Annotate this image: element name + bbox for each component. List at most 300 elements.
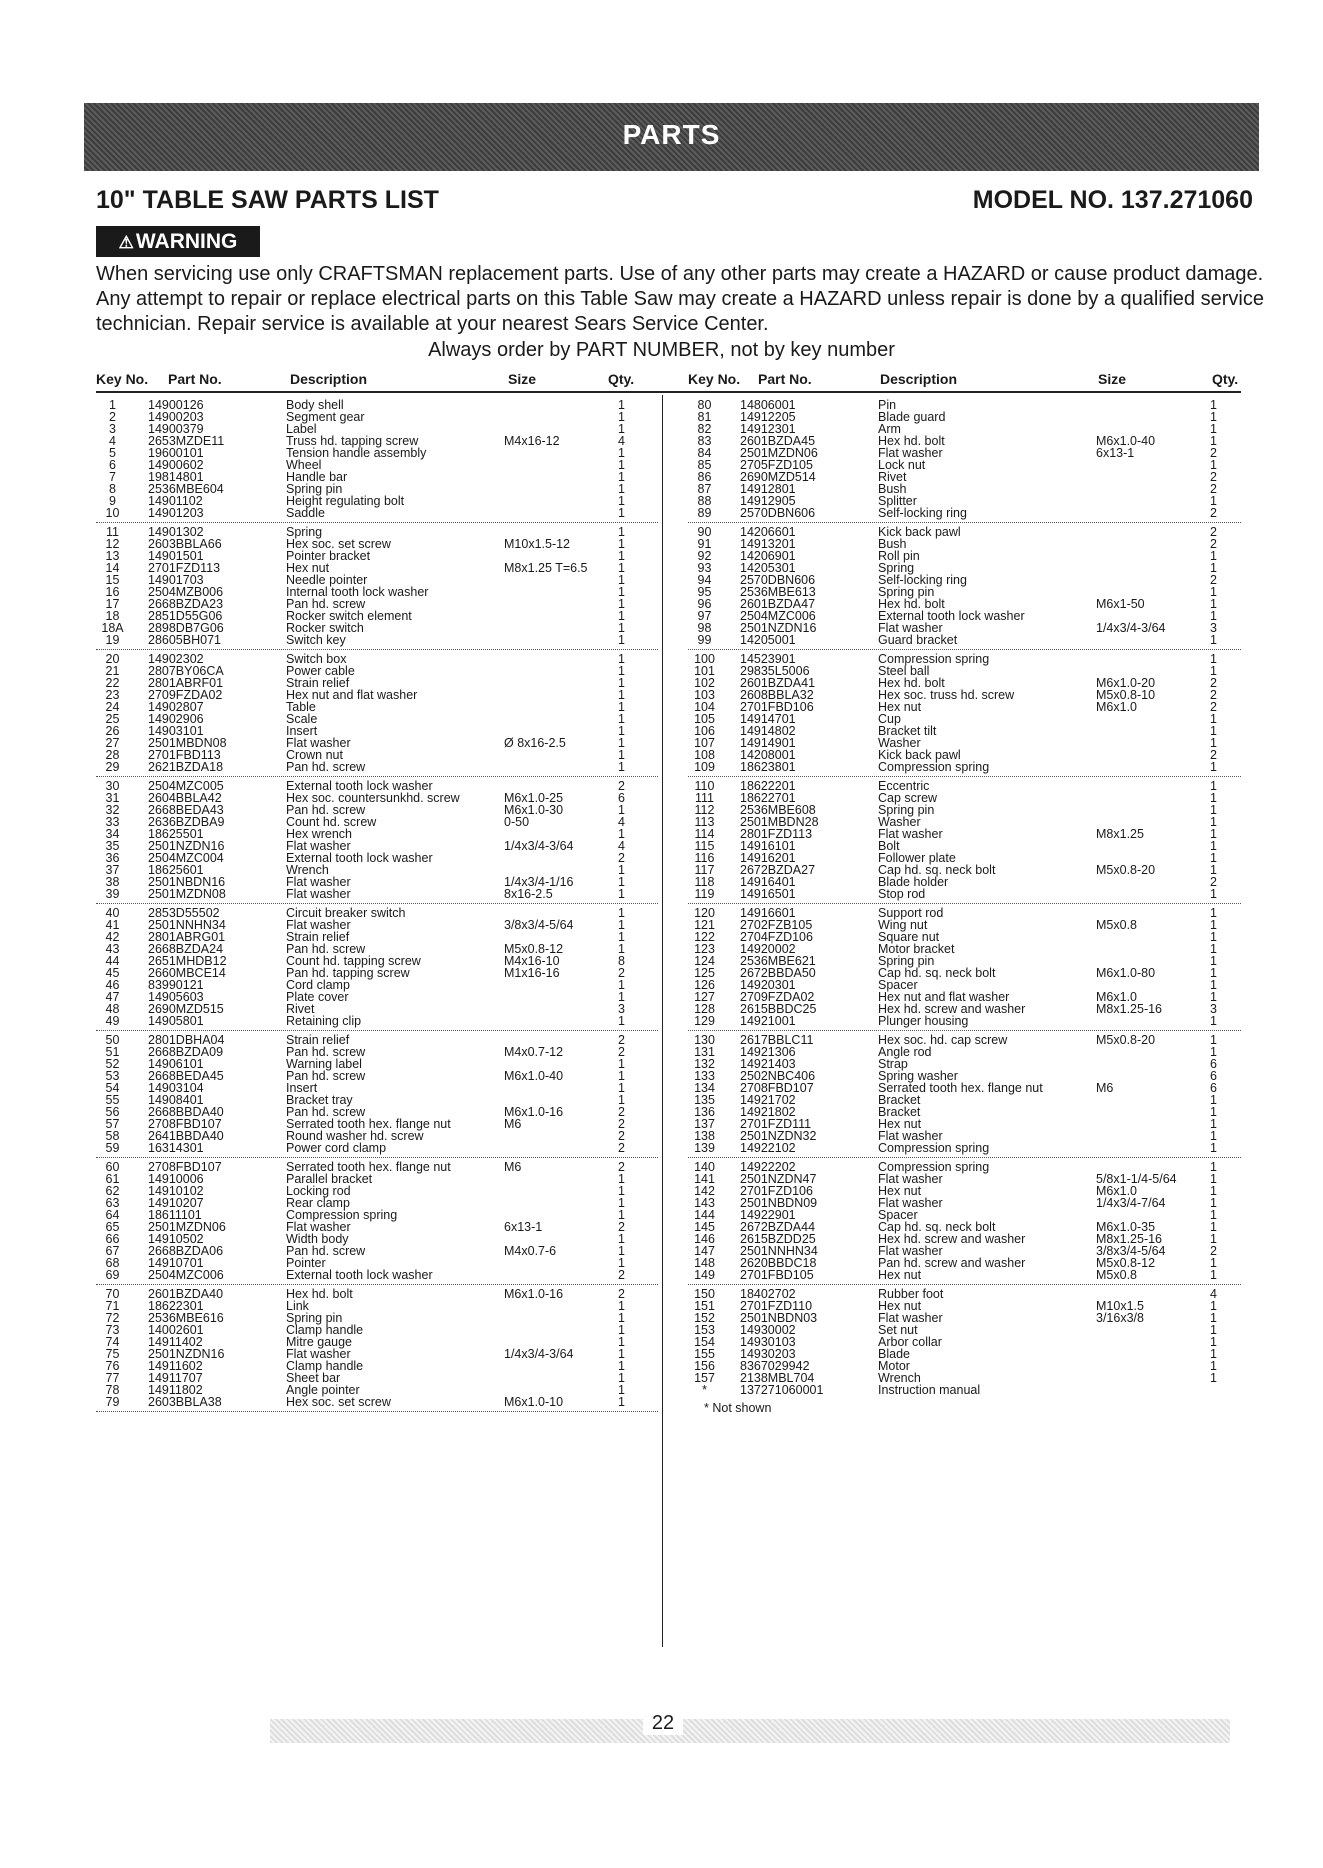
cell-qty: 1 <box>618 700 625 714</box>
cell-part-no: 14922102 <box>740 1141 796 1155</box>
cell-qty: 2 <box>618 1287 625 1301</box>
cell-description: Plate cover <box>286 990 349 1004</box>
cell-description: Cup <box>878 712 901 726</box>
cell-part-no: 2708FBD107 <box>148 1117 222 1131</box>
cell-qty: 2 <box>618 966 625 980</box>
cell-description: Set nut <box>878 1323 918 1337</box>
cell-key-no: 94 <box>697 573 712 587</box>
cell-description: Handle bar <box>286 470 348 484</box>
cell-description: Spring pin <box>286 482 343 496</box>
cell-part-no: 83990121 <box>148 978 204 992</box>
cell-part-no: 2501NZDN16 <box>148 839 225 853</box>
cell-part-no: 2668BBDA40 <box>148 1105 224 1119</box>
cell-part-no: 2709FZDA02 <box>148 688 223 702</box>
cell-part-no: 14930103 <box>740 1335 796 1349</box>
cell-part-no: 14916201 <box>740 851 796 865</box>
cell-description: Switch key <box>286 633 346 647</box>
cell-part-no: 2601BZDA47 <box>740 597 816 611</box>
cell-part-no: 2536MBE616 <box>148 1311 224 1325</box>
cell-qty: 1 <box>618 1347 625 1361</box>
cell-part-no: 14901703 <box>148 573 204 587</box>
cell-description: Pan hd. screw <box>286 1045 366 1059</box>
cell-description: Arbor collar <box>878 1335 942 1349</box>
cell-description: Arm <box>878 422 901 436</box>
cell-part-no: 19600101 <box>148 446 204 460</box>
cell-qty: 2 <box>1210 525 1217 539</box>
cell-qty: 1 <box>1210 1172 1217 1186</box>
cell-key-no: 153 <box>694 1323 715 1337</box>
cell-part-no: 2690MZD515 <box>148 1002 224 1016</box>
cell-part-no: 2501NBDN16 <box>148 875 226 889</box>
cell-description: External tooth lock washer <box>286 1268 433 1282</box>
cell-description: Flat washer <box>878 446 943 460</box>
cell-part-no: 14914701 <box>740 712 796 726</box>
cell-key-no: 112 <box>694 803 715 817</box>
cell-description: Compression spring <box>878 1141 990 1155</box>
cell-part-no: 14916601 <box>740 906 796 920</box>
cell-part-no: 2701FZD111 <box>740 1117 812 1131</box>
cell-qty: 1 <box>1210 1105 1217 1119</box>
cell-part-no: 2501MBDN08 <box>148 736 227 750</box>
cell-part-no: 2801ABRF01 <box>148 676 224 690</box>
cell-qty: 2 <box>1210 506 1217 520</box>
cell-description: Insert <box>286 1081 318 1095</box>
cell-key-no: 96 <box>697 597 712 611</box>
table-row <box>688 1015 1241 1027</box>
cell-description: Flat washer <box>286 918 351 932</box>
cell-key-no: 86 <box>697 470 712 484</box>
cell-key-no: 29 <box>105 760 120 774</box>
cell-part-no: 2702FZB105 <box>740 918 813 932</box>
cell-qty: 1 <box>618 1371 625 1385</box>
cell-qty: 2 <box>1210 573 1217 587</box>
cell-key-no: 38 <box>105 875 120 889</box>
cell-qty: 1 <box>1210 906 1217 920</box>
cell-qty: 1 <box>618 1014 625 1028</box>
cell-key-no: 84 <box>697 446 712 460</box>
cell-part-no: 2653MZDE11 <box>148 434 225 448</box>
cell-key-no: 25 <box>105 712 120 726</box>
cell-part-no: 2603BBLA66 <box>148 537 222 551</box>
cell-description: Link <box>286 1299 309 1313</box>
cell-part-no: 2807BY06CA <box>148 664 224 678</box>
cell-description: Round washer hd. screw <box>286 1129 424 1143</box>
cell-qty: 1 <box>1210 918 1217 932</box>
cell-key-no: 125 <box>694 966 715 980</box>
cell-key-no: 51 <box>105 1045 120 1059</box>
cell-description: Pan hd. screw <box>286 1069 366 1083</box>
cell-size: M6 <box>1096 1081 1114 1095</box>
cell-description: Cap screw <box>878 791 938 805</box>
cell-part-no: 2603BBLA38 <box>148 1395 222 1409</box>
cell-size: M4x16-10 <box>504 954 560 968</box>
cell-description: Self-locking ring <box>878 506 967 520</box>
cell-qty: 1 <box>1210 1117 1217 1131</box>
cell-description: Stop rod <box>878 887 926 901</box>
cell-key-no: 144 <box>694 1208 715 1222</box>
cell-description: Hex nut <box>878 1299 922 1313</box>
cell-key-no: 1 <box>109 398 116 412</box>
cell-key-no: 30 <box>105 779 120 793</box>
cell-key-no: 15 <box>105 573 120 587</box>
cell-part-no: 2536MBE604 <box>148 482 224 496</box>
cell-description: Spring pin <box>878 954 935 968</box>
cell-key-no: 37 <box>105 863 120 877</box>
cell-description: Power cord clamp <box>286 1141 387 1155</box>
cell-part-no: 14205001 <box>740 633 796 647</box>
cell-description: Crown nut <box>286 748 343 762</box>
cell-part-no: 14902302 <box>148 652 204 666</box>
cell-size: 3/16x3/8 <box>1096 1311 1144 1325</box>
cell-description: Motor <box>878 1359 910 1373</box>
cell-part-no: 14806001 <box>740 398 796 412</box>
cell-qty: 1 <box>1210 652 1217 666</box>
cell-part-no: 18622701 <box>740 791 796 805</box>
cell-qty: 2 <box>618 1141 625 1155</box>
cell-key-no: 7 <box>109 470 116 484</box>
cell-part-no: 14916401 <box>740 875 796 889</box>
cell-key-no: 110 <box>694 779 715 793</box>
cell-part-no: 14916501 <box>740 887 796 901</box>
table-row <box>96 507 658 519</box>
cell-qty: 1 <box>618 930 625 944</box>
cell-key-no: 151 <box>694 1299 715 1313</box>
parts-group <box>688 1285 1241 1399</box>
cell-qty: 2 <box>618 1105 625 1119</box>
cell-description: Follower plate <box>878 851 956 865</box>
cell-qty: 1 <box>1210 1299 1217 1313</box>
cell-key-no: 24 <box>105 700 120 714</box>
cell-part-no: 14205301 <box>740 561 796 575</box>
cell-qty: 1 <box>1210 1371 1217 1385</box>
cell-qty: 1 <box>618 1311 625 1325</box>
cell-key-no: 143 <box>694 1196 715 1210</box>
cell-size: M5x0.8 <box>1096 1268 1137 1282</box>
cell-part-no: 2701FZD113 <box>148 561 221 575</box>
cell-size: M8x1.25 T=6.5 <box>504 561 588 575</box>
cell-size: M4x16-12 <box>504 434 560 448</box>
cell-qty: 1 <box>618 446 625 460</box>
cell-description: Warning label <box>286 1057 362 1071</box>
cell-part-no: 2501MZDN08 <box>148 887 226 901</box>
parts-group <box>688 1158 1241 1285</box>
cell-part-no: 2504MZC004 <box>148 851 224 865</box>
cell-part-no: 14911707 <box>148 1371 203 1385</box>
cell-part-no: 2501NNHN34 <box>740 1244 818 1258</box>
cell-description: Truss hd. tapping screw <box>286 434 419 448</box>
cell-key-no: 122 <box>694 930 715 944</box>
cell-description: Pointer bracket <box>286 549 371 563</box>
cell-key-no: 156 <box>694 1359 715 1373</box>
cell-part-no: 14523901 <box>740 652 796 666</box>
parts-group <box>688 396 1241 523</box>
cell-description: Hex nut <box>878 1184 922 1198</box>
cell-description: Flat washer <box>878 1172 943 1186</box>
cell-key-no: 83 <box>697 434 712 448</box>
cell-part-no: 2668BEDA43 <box>148 803 224 817</box>
table-row <box>688 1384 1241 1396</box>
cell-key-no: 74 <box>105 1335 120 1349</box>
cell-size: M6x1.0-80 <box>1096 966 1156 980</box>
cell-key-no: 120 <box>694 906 715 920</box>
cell-size: Ø 8x16-2.5 <box>504 736 566 750</box>
table-row <box>96 1269 658 1281</box>
cell-description: Pan hd. tapping screw <box>286 966 410 980</box>
parts-banner <box>84 103 1259 171</box>
cell-key-no: 18 <box>105 609 120 623</box>
cell-part-no: 2672BZDA44 <box>740 1220 816 1234</box>
header-key-no: Key No. <box>96 371 149 387</box>
cell-size: M10x1.5-12 <box>504 537 571 551</box>
cell-key-no: 98 <box>697 621 712 635</box>
cell-size: M5x0.8-12 <box>504 942 564 956</box>
cell-key-no: 126 <box>694 978 715 992</box>
cell-part-no: 2704FZD106 <box>740 930 813 944</box>
cell-description: Flat washer <box>878 621 943 635</box>
cell-description: Self-locking ring <box>878 573 967 587</box>
cell-description: Flat washer <box>286 736 351 750</box>
cell-qty: 1 <box>618 1244 625 1258</box>
cell-key-no: 66 <box>105 1232 120 1246</box>
cell-qty: 4 <box>618 434 625 448</box>
cell-qty: 1 <box>1210 1141 1217 1155</box>
cell-qty: 1 <box>618 633 625 647</box>
cell-key-no: 107 <box>694 736 715 750</box>
cell-qty: 1 <box>618 978 625 992</box>
cell-key-no: 11 <box>106 525 119 539</box>
cell-qty: 1 <box>618 875 625 889</box>
header-part-no: Part No. <box>758 371 812 387</box>
cell-description: Bracket tilt <box>878 724 937 738</box>
cell-qty: 1 <box>618 458 625 472</box>
cell-qty: 1 <box>1210 1160 1217 1174</box>
cell-qty: 1 <box>618 1335 625 1349</box>
cell-key-no: 155 <box>694 1347 715 1361</box>
cell-key-no: 77 <box>105 1371 120 1385</box>
cell-qty: 1 <box>618 803 625 817</box>
cell-qty: 1 <box>618 410 625 424</box>
cell-qty: 1 <box>618 906 625 920</box>
cell-part-no: 14922202 <box>740 1160 796 1174</box>
cell-description: Needle pointer <box>286 573 368 587</box>
cell-part-no: 18625601 <box>148 863 204 877</box>
cell-key-no: 68 <box>105 1256 120 1270</box>
cell-key-no: 75 <box>105 1347 120 1361</box>
cell-description: Saddle <box>286 506 325 520</box>
cell-key-no: 33 <box>105 815 120 829</box>
cell-description: Washer <box>878 815 921 829</box>
cell-description: Hex soc. truss hd. screw <box>878 688 1015 702</box>
cell-description: Blade <box>878 1347 910 1361</box>
cell-description: Hex soc. hd. cap screw <box>878 1033 1008 1047</box>
cell-description: Flat washer <box>878 827 943 841</box>
cell-description: Flat washer <box>286 839 351 853</box>
cell-description: Table <box>286 700 316 714</box>
cell-part-no: 2501NBDN09 <box>740 1196 818 1210</box>
cell-description: Blade guard <box>878 410 946 424</box>
cell-qty: 1 <box>1210 597 1217 611</box>
cell-description: Washer <box>878 736 921 750</box>
cell-qty: 1 <box>1210 1323 1217 1337</box>
cell-part-no: 18623801 <box>740 760 796 774</box>
cell-part-no: 2641BBDA40 <box>148 1129 224 1143</box>
cell-qty: 3 <box>1210 621 1217 635</box>
cell-part-no: 2501NBDN03 <box>740 1311 818 1325</box>
cell-key-no: 87 <box>697 482 712 496</box>
cell-description: Spring pin <box>878 803 935 817</box>
cell-qty: 1 <box>1210 561 1217 575</box>
cell-part-no: 2536MBE613 <box>740 585 816 599</box>
cell-part-no: 2601BZDA45 <box>740 434 816 448</box>
cell-qty: 1 <box>618 918 625 932</box>
cell-part-no: 2701FBD113 <box>148 748 221 762</box>
cell-key-no: 60 <box>105 1160 120 1174</box>
cell-description: Insert <box>286 724 318 738</box>
cell-description: Pin <box>878 398 897 412</box>
cell-description: Wrench <box>878 1371 921 1385</box>
cell-qty: 1 <box>618 573 625 587</box>
cell-description: Hex nut <box>878 1268 922 1282</box>
cell-qty: 4 <box>618 839 625 853</box>
cell-description: Hex wrench <box>286 827 352 841</box>
cell-key-no: 58 <box>105 1129 120 1143</box>
cell-description: Count hd. tapping screw <box>286 954 421 968</box>
cell-description: Spacer <box>878 978 918 992</box>
cell-qty: 1 <box>618 676 625 690</box>
cell-part-no: 2853D55502 <box>148 906 220 920</box>
cell-qty: 1 <box>1210 434 1217 448</box>
cell-qty: 1 <box>1210 1347 1217 1361</box>
cell-size: 1/4x3/4-1/16 <box>504 875 574 889</box>
cell-key-no: 71 <box>105 1299 120 1313</box>
cell-description: Wrench <box>286 863 329 877</box>
cell-key-no: 76 <box>105 1359 120 1373</box>
table-row <box>96 761 658 773</box>
cell-description: External tooth lock washer <box>878 609 1025 623</box>
cell-description: Spring pin <box>286 1311 343 1325</box>
cell-key-no: 138 <box>694 1129 715 1143</box>
cell-part-no: 2668BZDA24 <box>148 942 224 956</box>
cell-key-no: 140 <box>694 1160 715 1174</box>
cell-qty: 1 <box>1210 1129 1217 1143</box>
cell-part-no: 2620BBDC18 <box>740 1256 817 1270</box>
cell-description: Flat washer <box>878 1244 943 1258</box>
cell-size: M8x1.25-16 <box>1096 1002 1163 1016</box>
cell-qty: 6 <box>618 791 625 805</box>
cell-description: Hex nut <box>878 1117 922 1131</box>
cell-part-no: 2502NBC406 <box>740 1069 816 1083</box>
cell-description: Circuit breaker switch <box>286 906 406 920</box>
cell-part-no: 14905801 <box>148 1014 204 1028</box>
cell-qty: 1 <box>1210 930 1217 944</box>
cell-key-no: 14 <box>105 561 120 575</box>
cell-qty: 1 <box>1210 1014 1217 1028</box>
cell-qty: 1 <box>618 561 625 575</box>
cell-description: Flat washer <box>286 887 351 901</box>
cell-qty: 1 <box>618 1383 625 1397</box>
cell-qty: 1 <box>618 712 625 726</box>
cell-qty: 1 <box>618 990 625 1004</box>
cell-part-no: 14921802 <box>740 1105 796 1119</box>
cell-part-no: 2615BZDD25 <box>740 1232 816 1246</box>
cell-qty: 1 <box>1210 1208 1217 1222</box>
cell-key-no: 131 <box>694 1045 715 1059</box>
cell-key-no: 42 <box>105 930 120 944</box>
header-description: Description <box>290 371 368 387</box>
cell-part-no: 2636BZDBA9 <box>148 815 225 829</box>
cell-qty: 1 <box>618 724 625 738</box>
cell-description: Bracket <box>878 1093 921 1107</box>
cell-key-no: 116 <box>694 851 715 865</box>
cell-part-no: 14900126 <box>148 398 204 412</box>
parts-group <box>688 1031 1241 1158</box>
cell-qty: 2 <box>1210 748 1217 762</box>
parts-group <box>688 904 1241 1031</box>
cell-description: Hex hd. bolt <box>878 434 945 448</box>
cell-part-no: 14900203 <box>148 410 204 424</box>
cell-size: M6x1.0-40 <box>1096 434 1156 448</box>
cell-description: Kick back pawl <box>878 525 961 539</box>
cell-key-no: 100 <box>694 652 715 666</box>
cell-qty: 1 <box>618 827 625 841</box>
header-description: Description <box>880 371 958 387</box>
cell-size: 6x13-1 <box>504 1220 543 1234</box>
cell-key-no: 90 <box>697 525 712 539</box>
cell-description: Wheel <box>286 458 322 472</box>
warning-triangle-icon: ⚠ <box>118 233 134 252</box>
cell-qty: 1 <box>618 1069 625 1083</box>
not-shown-note: * Not shown <box>704 1401 772 1415</box>
cell-description: Roll pin <box>878 549 920 563</box>
cell-key-no: 55 <box>105 1093 120 1107</box>
header-size: Size <box>508 371 537 387</box>
cell-size: 6x13-1 <box>1096 446 1135 460</box>
cell-qty: 1 <box>618 1196 625 1210</box>
cell-key-no: 8 <box>109 482 116 496</box>
page-number: 22 <box>643 1712 683 1735</box>
cell-description: Hex hd. bolt <box>878 676 945 690</box>
cell-part-no: 2501NNHN34 <box>148 918 226 932</box>
cell-qty: 1 <box>618 494 625 508</box>
cell-part-no: 18402702 <box>740 1287 796 1301</box>
parts-group <box>688 777 1241 904</box>
cell-qty: 1 <box>1210 1033 1217 1047</box>
cell-description: Scale <box>286 712 318 726</box>
cell-key-no: 48 <box>105 1002 120 1016</box>
cell-key-no: 23 <box>105 688 120 702</box>
cell-description: Pan hd. screw <box>286 597 366 611</box>
cell-key-no: 152 <box>694 1311 715 1325</box>
cell-qty: 1 <box>1210 664 1217 678</box>
cell-description: Label <box>286 422 317 436</box>
cell-description: Blade holder <box>878 875 949 889</box>
cell-key-no: 57 <box>105 1117 120 1131</box>
cell-qty: 1 <box>618 1323 625 1337</box>
cell-qty: 2 <box>618 1045 625 1059</box>
cell-part-no: 2668BEDA45 <box>148 1069 224 1083</box>
cell-key-no: 137 <box>694 1117 715 1131</box>
header-key-no: Key No. <box>688 371 741 387</box>
cell-part-no: 14908401 <box>148 1093 204 1107</box>
cell-description: Cap hd. sq. neck bolt <box>878 1220 996 1234</box>
cell-qty: 1 <box>1210 978 1217 992</box>
cell-qty: 1 <box>1210 1268 1217 1282</box>
cell-key-no: 146 <box>694 1232 715 1246</box>
cell-qty: 6 <box>1210 1057 1217 1071</box>
cell-part-no: 14901203 <box>148 506 204 520</box>
cell-description: Serrated tooth hex. flange nut <box>286 1160 451 1174</box>
cell-part-no: 2668BZDA09 <box>148 1045 224 1059</box>
